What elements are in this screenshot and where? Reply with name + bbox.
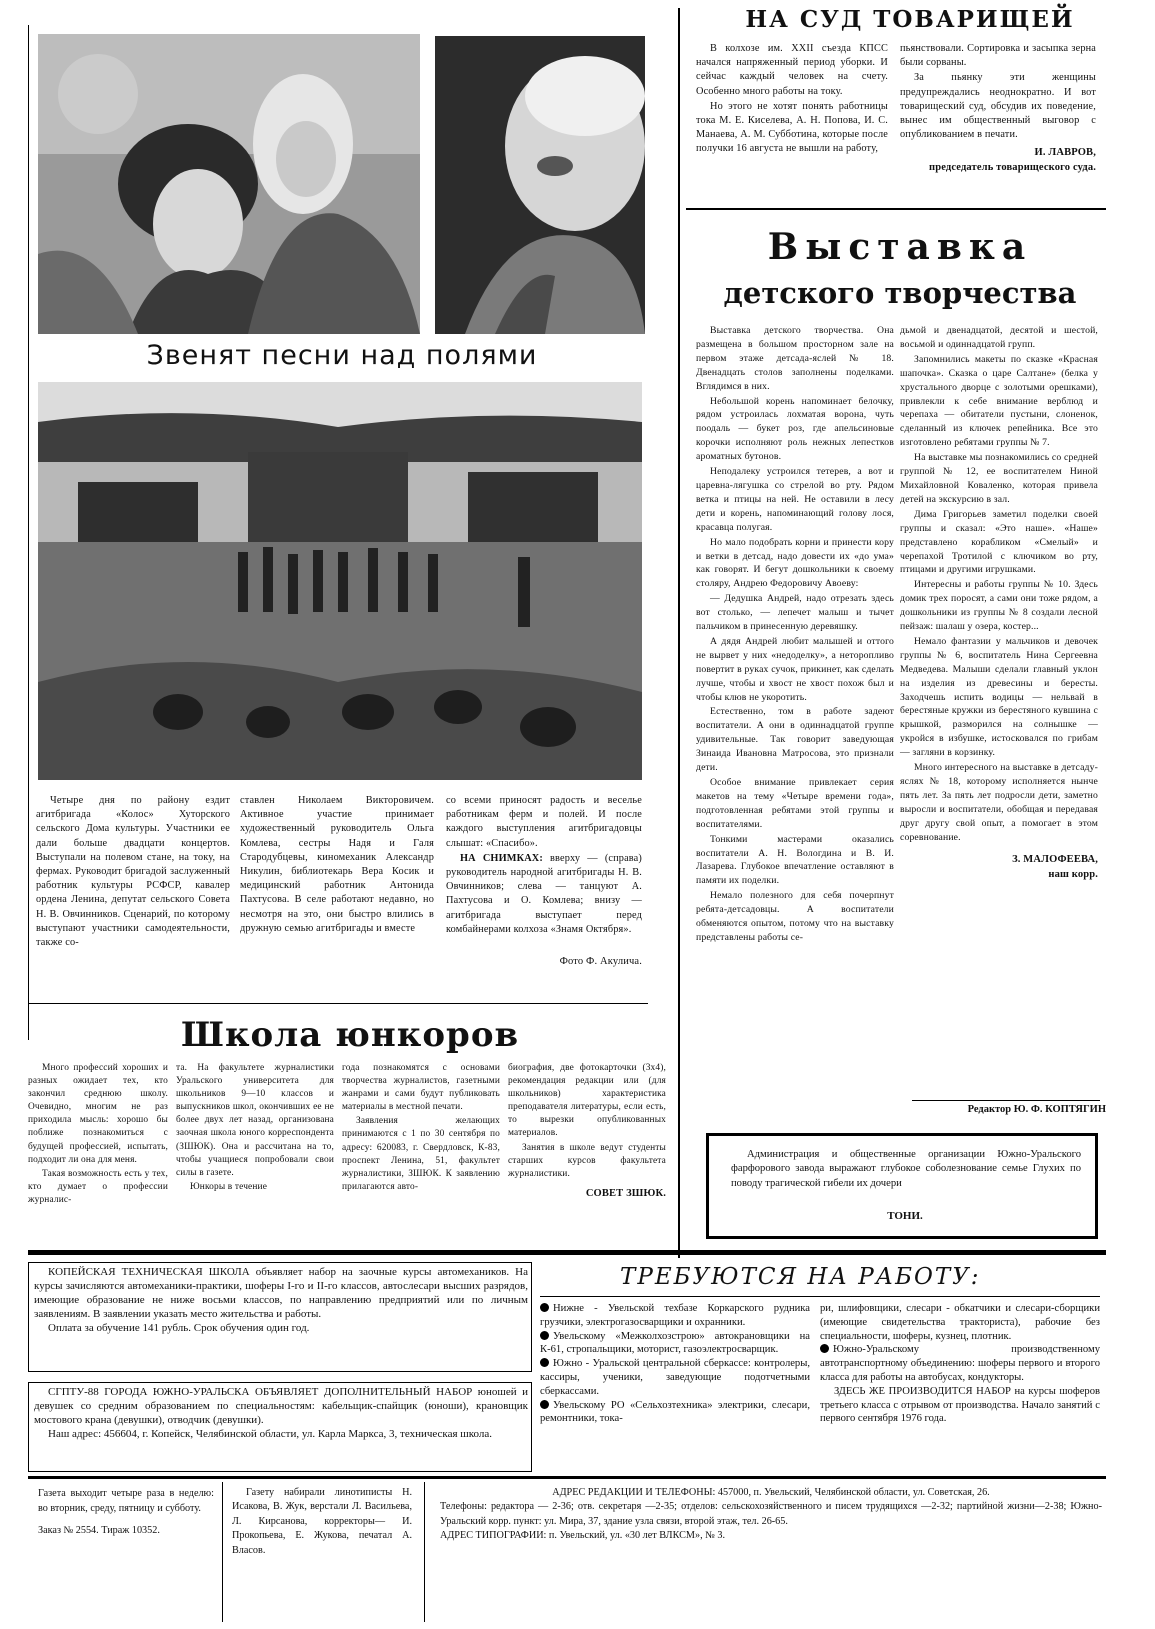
footer-address-title: АДРЕС РЕДАКЦИИ И ТЕЛЕФОНЫ: 457000, п. Увельский, Челябинской области, ул. Советская, 26.	[552, 1487, 990, 1498]
job-item: Увельскому РО «Сельхозтехника» электрики, слесари, ремонтники, тока-	[540, 1399, 810, 1425]
footer-typesetters: Газету набирали линотиписты Н. Исакова, В. Жук, верстали Л. Васильева, Л. Кирсанова, корректоры— И. Прокопьева, Е. Жукова, печатал А. Власов.	[232, 1487, 412, 1556]
court-col2: пьянствовали. Сортировка и засыпка зерна были сорваны. За пьянку эти женщины предупреждались неоднократно. И вот товарищеский суд, обсудив их поведение, вынес им общественный выговор с опубликованием в печати. И. ЛАВРОВ, председатель товарищеского суда.	[900, 43, 1096, 174]
footer-printer: АДРЕС ТИПОГРАФИИ: п. Увельский, ул. «30 лет ВЛКСМ», № 3.	[440, 1530, 726, 1542]
bullet-icon	[540, 1358, 549, 1367]
footer-divider-1	[222, 1482, 223, 1622]
editor-line: Редактор Ю. Ф. КОПТЯГИН	[967, 1104, 1106, 1115]
column-divider-main	[678, 8, 680, 1258]
sgptu-address: Наш адрес: 456604, г. Копейск, Челябинской области, ул. Карла Маркса, 3, техническая школа.	[48, 1428, 493, 1441]
footer-schedule: Газета выходит четыре раза в неделю: во вторник, среду, пятницу и субботу. Заказ № 2554. Тираж 10352.	[38, 1486, 214, 1538]
jobs-headline: ТРЕБУЮТСЯ НА РАБОТУ:	[620, 1264, 981, 1290]
songs-col1: Четыре дня по району ездит агитбригада «Колос» Хуторского сельского Дома культуры. Участники ее дали больше двадцати концертов. Выступали на полевом стане, на току, на фермах. Руководит бригадой заслуженный работник культуры РСФСР, кавалер ордена Ленина, депутат сельского Совета Н. В. Овчинников. Сценарий, по которому выступают участники самодеятельности, также со-	[36, 795, 230, 949]
exhibit-author: З. МАЛОФЕЕВА,	[1012, 853, 1098, 865]
bullet-icon	[540, 1400, 549, 1409]
songs-col3: со всеми приносят радость и веселье работникам ферм и полей. И после каждого выступления агитбригадовцы слышат: «Спасибо». НА СНИМКАХ: вверху — (справа) руководитель народной агитбригады Н. В. Овчинников; слева — танцуют А. Пахтусова и О. Комлева; внизу — агитбригада выступает перед комбайнерами колхоза «Знамя Октября». Фото Ф. Акулича.	[446, 795, 642, 968]
job-item: Южно - Уральской центральной сберкассе: контролеры, кассиры, ученики, заведующие подотчетными сберкассами.	[540, 1358, 810, 1397]
sgptu-title: СГПТУ-88 ГОРОДА ЮЖНО-УРАЛЬСКА ОБЪЯВЛЯЕТ ДОПОЛНИТЕЛЬНЫЙ НАБОР	[48, 1386, 473, 1398]
school-col2: та. На факультете журналистики Уральского университета для школьников 9—10 классов и выпускников школ, окончивших ее не более двух лет назад, организована заочная школа юного корреспондента (ЗШЮК). Она и рассчитана на то, чтобы учащиеся попробовали свои силы в газете. Юнкоры в течение	[176, 1063, 334, 1192]
court-author-role: председатель товарищеского суда.	[929, 162, 1096, 174]
court-headline: НА СУД ТОВАРИЩЕЙ	[745, 6, 1075, 33]
school-col1: Много профессий хороших и разных ожидает тех, кто закончил среднюю школу. Очевидно, многим не раз приходила мысль: хорошо бы поближе познакомиться с будущей профессией, испытать, подходит ли она для меня. Такая возможность есть у тех, кто думает о профессии журналис-	[28, 1063, 168, 1205]
obituary-text: Администрация и общественные организации Южно-Уральского фарфорового завода выражают глубокое соболезнование семье Глухих по поводу трагической гибели их дочери	[731, 1149, 1081, 1189]
songs-headline: Звенят песни над полями	[146, 340, 538, 371]
kopeysk-ad-text: КОПЕЙСКАЯ ТЕХНИЧЕСКАЯ ШКОЛА объявляет набор на заочные курсы автомехаников. На курсы зачисляются автомеханики-практики, шоферы I-го и II-го классов, автослесари высших разрядов, имеющие образование не ниже восьми классов, по направлению предприятий или по личным заявлениям. В заявлении указать место жительства и работы. Оплата за обучение 141 рубль. Срок обучения один год.	[34, 1266, 528, 1335]
exhibit-author-role: наш корр.	[1048, 868, 1098, 880]
jobs-col2: ри, шлифовщики, слесари - обкатчики и слесари-сборщики (имеющие свидетельства тракториста), рабочие без специальности, шоферы, кузнец, плотник. Южно-Уральскому производственному автотранспортному объединению: шоферы первого и второго класса для работы на автобусах, кондукторы. ЗДЕСЬ ЖЕ ПРОИЗВОДИТСЯ НАБОР на курсы шоферов третьего класса с отрывом от производства. Начало занятий с первого сентября 1976 года.	[820, 1303, 1100, 1425]
songs-bottom-rule	[28, 1003, 648, 1004]
court-author: И. ЛАВРОВ,	[1034, 147, 1096, 159]
photo-credit: Фото Ф. Акулича.	[559, 956, 642, 968]
bullet-icon	[540, 1303, 549, 1312]
sgptu-body: юношей и девушек со средним образованием по специальностям: кабельщик-спайщик (юноши), крановщик мостового крана (девушки), отводчик (девушки).	[34, 1386, 528, 1427]
photo-dancers	[38, 34, 420, 334]
obituary-name: ТОНИ.	[887, 1210, 923, 1222]
sgptu-ad-text	[34, 1385, 528, 1441]
editor-top-rule	[912, 1100, 1100, 1101]
ads-top-rule	[28, 1250, 1106, 1255]
captions-text: вверху — (справа) руководитель народной агитбригады Н. В. Овчинников; слева — танцуют А. Пахтусова и О. Комлева; внизу — агитбригада выступает перед комбайнерами колхоза «Знамя Октября».	[446, 852, 642, 935]
school-col3: года познакомятся с основами творчества журналистов, газетными жанрами и сами будут публиковать материалы в местной печати. Заявления желающих принимаются с 1 по 30 сентября по адресу: 620083, г. Свердловск, К-83, проспект Ленина, 51, факультет журналистики, ЗШЮК. К заявлению прилагаются авто-	[342, 1063, 500, 1192]
photo-field-combines	[38, 382, 642, 780]
school-col4: биография, две фотокарточки (3х4), рекомендация редакции или (для школьников) характеристика преподавателя литературы, если есть, то вырезки опубликованных материалов. Занятия в школе ведут студенты старших курсов факультета журналистики. СОВЕТ ЗШЮК.	[508, 1063, 666, 1199]
column-divider-left-edge	[28, 25, 29, 1040]
jobs-rule	[540, 1296, 1100, 1297]
job-item: Нижне - Увельской техбазе Коркарского рудника грузчики, электрогазосварщики и охранники.	[540, 1303, 810, 1328]
footer-divider-2	[424, 1482, 425, 1622]
songs-col2: ставлен Николаем Викторовичем. Активное участие принимает художественный руководитель Ольга Комлева, сестры Надя и Галя Стародубцевы, киномеханик Александр Никулин, библиотекарь Вера Косик и медицинский работник Антонида Пахтусова. В селе работают недавно, но несмотря на это, они быстро влились в дружную семью агитбригады и вместе	[240, 795, 434, 934]
court-col1: В колхозе им. XXII съезда КПСС начался напряженный период уборки. И сейчас каждый человек на счету. Особенно много работы на току. Но этого не хотят понять работницы тока М. Е. Киселева, А. Н. Попова, И. С. Манаева, А. М. Субботина, которые после получки 16 августа не вышли на работу,	[696, 43, 888, 155]
school-signature: СОВЕТ ЗШЮК.	[585, 1187, 666, 1199]
bullet-icon	[540, 1331, 549, 1340]
court-bottom-rule	[686, 208, 1106, 210]
school-headline: Школа юнкоров	[180, 1015, 520, 1055]
bullet-icon	[820, 1344, 829, 1353]
captions-label: НА СНИМКАХ:	[460, 852, 543, 864]
footer-address	[440, 1486, 1102, 1544]
exhibit-col2: дьмой и двенадцатой, десятой и шестой, восьмой и одиннадцатой групп. Запомнились макеты по сказке «Красная шапочка». Сказка о царе Салтане» (белка у хрустального дворце с золотыми орешками), привлекли к себе внимание верблюд и черепаха — обитатели пустыни, слоненок, сделанный из ключек репейника. Все это изготовлено ребятами группы № 7. На выставке мы познакомились со средней группой № 12, ее воспитателем Ниной Михайловной Коваленко, которая привела детей на экскурсию в зал. Дима Григорьев заметил поделки своей группы и сказал: «Это наше». «Наше» представлено корабликом «Смелый» и черепахой Тротилой с ключиком во рту, птицами и другими игрушками. Интересны и работы группы № 10. Здесь домик трех поросят, а сами они тоже рядом, а дошкольники из группы № 8 создали лесной пейзаж: шалаш у озера, костер... Немало фантазии у мальчиков и девочек группы № 6, воспитатель Нина Сергеевна Медведева. Малыши сделали главный уклон на изделия из древесины и бересты. Заходчешь испить водицы — нельвай в берестяные кружки из берестяного кувшина с крышкой, разморился на солнышке — укройся в избушке, истосковался по грибам — загляни в корзинку. Много интересного на выставке в детсаду-яслях № 18, которому исполняется нынче пять лет. За пять лет подросли дети, заметно выросли и воспитатели, обобщая и передавая друг другу свой опыт, а помогает в этом соревнование. З. МАЛОФЕЕВА, наш корр.	[900, 325, 1098, 880]
footer-order: Заказ № 2554. Тираж 10352.	[38, 1524, 160, 1536]
exhibit-headline-1: Выставка	[767, 226, 1033, 268]
footer-phones: Телефоны: редактора — 2-36; отв. секретаря —2-35; отделов: сельскохозяйственного и писем трудящихся —2-32; партийной жизни—2-38; Южно-Уральский корр. пункт: ул. Мира, 37, здание узла связи, второй этаж, тел. 26-65.	[440, 1501, 1102, 1527]
exhibit-col1: Выставка детского творчества. Она размещена в большом просторном зале на первом этаже детсада-яслей № 18. Двенадцать столов заполнены поделками. Вглядимся в них. Небольшой корень напоминает белочку, рядом устроилась лохматая ворона, чуть поодаль — букет роз, где апельсиновые корочки исполняют роль нежных лепестков ароматных бутонов. Неподалеку устроился тетерев, а вот и царевна-лягушка со стрелой во рту. Рядом ветка и птицы на ней. Не оставили в лесу дети и корень, напоминающий голову лося, красавца полугая. Но мало подобрать корни и принести кору и ветки в детсад, надо довести их «до ума» как говорят. И бегут дошкольники к своему столяру, Андрею Федоровичу Авоеву: — Дедушка Андрей, надо отрезать здесь вот столько, — лепечет малыш и тычет пальчиком в принесенную деревяшку. А дядя Андрей любит малышей и оттого не вырвет у них «недоделку», а неторопливо повертит в руках сучок, прикинет, как сделать лучше, чтобы и хвост не хвост похож был и чтобы клюв не укоротить. Естественно, том в работе задеют воспитатели. А они в одиннадцатой группе удивительные. Так говорит заведующая Зинаида Ивановна Матросова, это признали дети. Особое внимание привлекает серия макетов на тему «Четыре времени года», подготовленная ребятами этой группы и воспитателями. Тонкими мастерами оказались воспитатели А. Н. Вологдина и В. И. Лазарева. Глубокое впечатление оставляют в памяти их поделки. Немало полезного для себя почерпнут ребята-детсадовцы. А воспитатели обменяются опытом, потому что на выставку представлены работы се-	[696, 325, 894, 943]
job-item: Южно-Уральскому производственному автотранспортному объединению: шоферы первого и второго класса для работы на автобусах, кондукторы.	[820, 1344, 1100, 1383]
jobs-col1	[540, 1302, 810, 1426]
footer-top-rule	[28, 1476, 1106, 1479]
job-item: Увельскому «Межколхозстрою» автокрановщики на К-61, стропальщики, моторист, газоэлектросварщик.	[540, 1330, 810, 1356]
photo-leader-portrait	[435, 36, 645, 334]
obituary-box	[706, 1133, 1098, 1239]
exhibit-headline-2: детского творчества	[723, 276, 1077, 310]
